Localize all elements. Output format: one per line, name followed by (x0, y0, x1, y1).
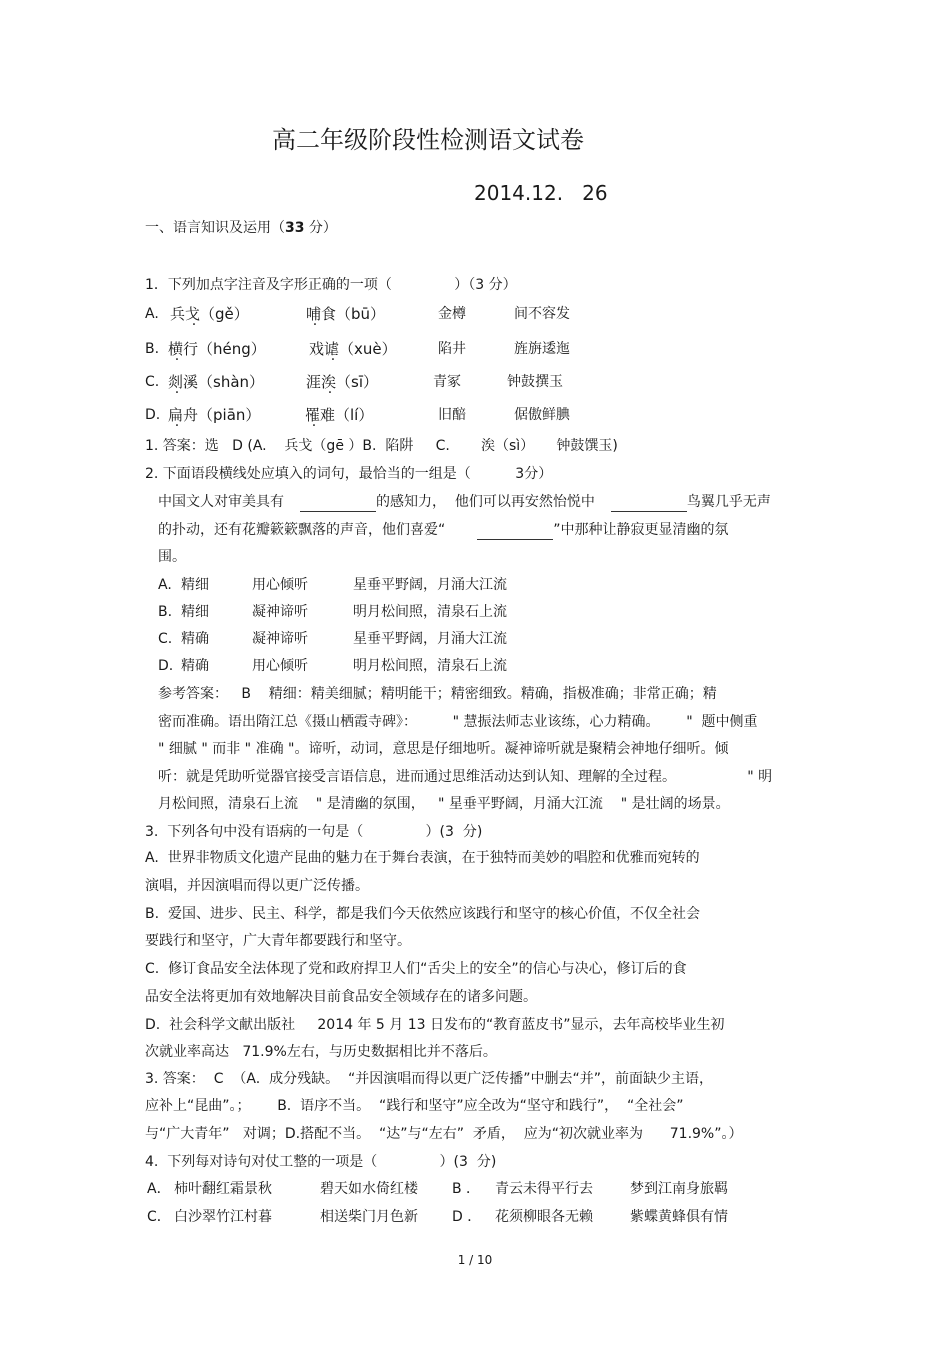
question-2-passage-line-2: 的扑动，还有花瓣簌簌飘落的声音，他们喜爱“ ”中那种让静寂更显清幽的氛 (158, 522, 729, 538)
question-3-line: D. 社会科学文献出版社 2014 年 5 月 13 日发布的“教育蓝皮书”显示，去年高校毕业生初 (145, 1017, 725, 1033)
question-3-answer-line: 3. 答案： C （A. 成分残缺。 “并因演唱而得以更广泛传播”中删去“并”，前面缺少主语， (145, 1071, 713, 1087)
page-number: 1 / 10 (457, 1253, 493, 1267)
question-4-stem: 4. 下列每对诗句对仗工整的一项是（ ）(3 分) (145, 1154, 497, 1170)
question-3-answer-line: 应补上“昆曲”。； B. 语序不当。 “践行和坚守”应全改为“坚守和践行”， “全社会” (145, 1098, 684, 1114)
question-2-answer-line: 参考答案： B 精细：精美细腻；精明能干；精密细致。精确，指极准确；非常正确；精 (158, 686, 717, 702)
fill-blank-1 (300, 493, 376, 512)
question-3-line: 品安全法将更加有效地解决目前食品安全领域存在的诸多问题。 (145, 989, 537, 1005)
question-1-answer: 1. 答案：选 D (A. 兵戈（gē ）B. 陷阱 C. 涘（sì） 钟鼓馔玉) (145, 438, 618, 454)
question-3-line: 演唱，并因演唱而得以更广泛传播。 (145, 878, 369, 894)
fill-blank-3 (477, 521, 553, 540)
question-3-line: 次就业率高达 71.9%左右，与历史数据相比并不落后。 (145, 1044, 497, 1060)
question-2-answer-line: 密而准确。语出隋江总《摄山栖霞寺碑》： " 慧振法师志业该练，心力精确。 " 题中侧重 (158, 714, 758, 730)
question-2-answer-line: " 细腻 " 而非 " 准确 "。谛听，动词，意思是仔细地听。凝神谛听就是聚精会神地仔细听。倾 (158, 741, 729, 757)
question-3-line: B. 爱国、进步、民主、科学，都是我们今天依然应该践行和坚守的核心价值，不仅全社会 (145, 906, 700, 922)
question-3-line: C. 修订食品安全法体现了党和政府捍卫人们“舌尖上的安全”的信心与决心，修订后的食 (145, 961, 687, 977)
section-heading: 一、语言知识及运用（33 分） (145, 220, 337, 236)
page-title: 高二年级阶段性检测语文试卷 (272, 126, 584, 154)
question-3-answer-line: 与“广大青年” 对调；D.搭配不当。 “达”与“左右” 矛盾， 应为“初次就业率为 71.9%”。） (145, 1126, 743, 1142)
question-3-line: 要践行和坚守，广大青年都要践行和坚守。 (145, 933, 411, 949)
question-2-passage-line-1: 中国文人对审美具有 的感知力， 他们可以再安然怡悦中 鸟翼几乎无声 (158, 494, 771, 510)
question-2-answer-line: 月松间照，清泉石上流 " 是清幽的氛围， " 星垂平野阔，月涌大江流 " 是壮阔的场景。 (158, 796, 730, 812)
fill-blank-2 (611, 493, 687, 512)
question-3-line: A. 世界非物质文化遗产昆曲的魅力在于舞台表演，在于独特而美妙的唱腔和优雅而宛转的 (145, 850, 700, 866)
question-2-stem: 2. 下面语段横线处应填入的词句，最恰当的一组是（ 3分） (145, 466, 553, 482)
question-2-answer-line: 听：就是凭助听觉器官接受言语信息，进而通过思维活动达到认知、理解的全过程。 " 明 (158, 769, 773, 785)
question-1-stem: 1．下列加点字注音及字形正确的一项（ ）（3 分） (145, 277, 517, 293)
question-3-stem: 3. 下列各句中没有语病的一句是（ ）(3 分) (145, 824, 483, 840)
question-2-passage-line-3: 围。 (158, 549, 186, 565)
exam-date: 2014.12. 26 (474, 181, 608, 205)
